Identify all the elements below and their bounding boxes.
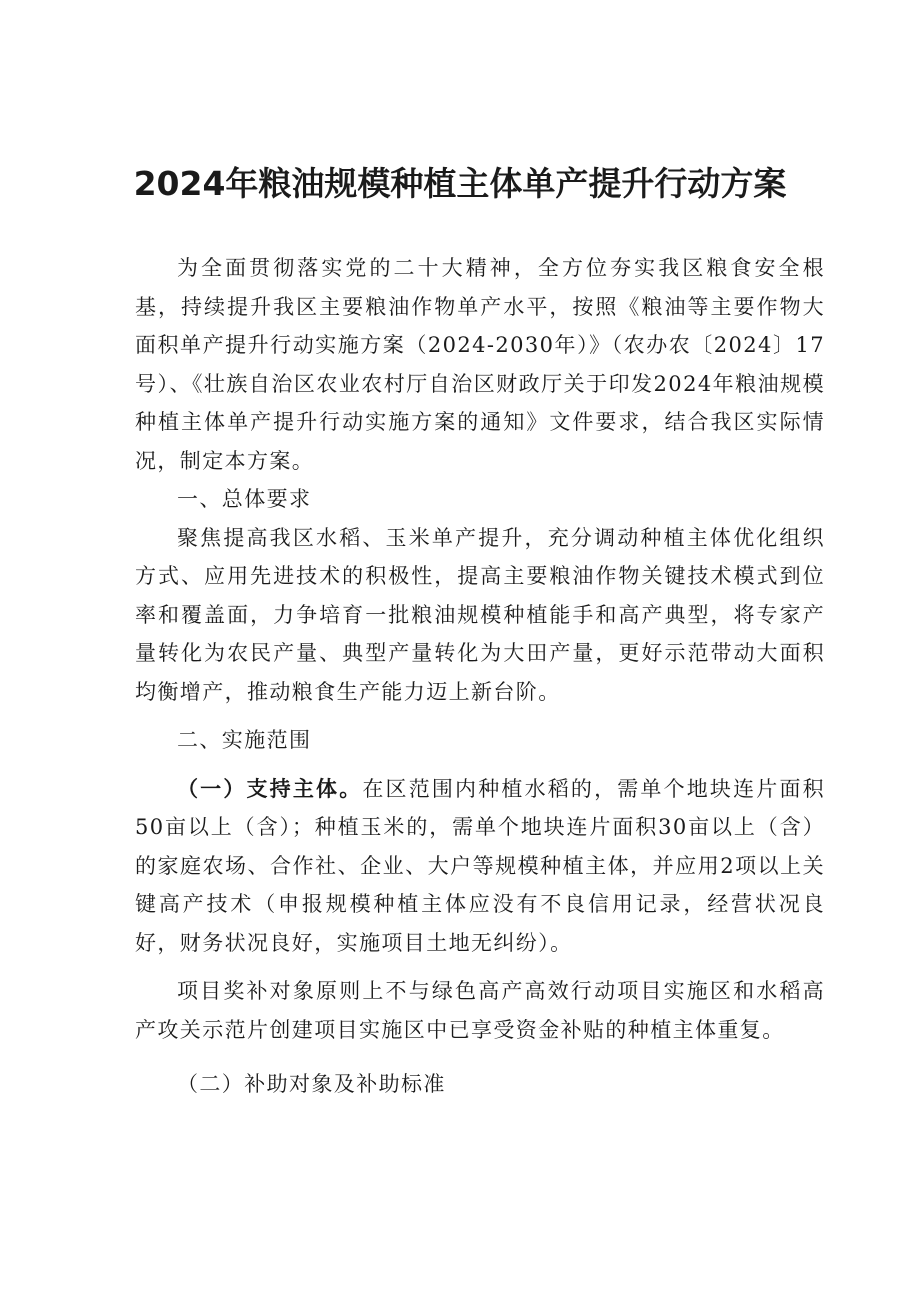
support-subject-lead: （一）支持主体。 (177, 775, 363, 801)
section-heading-general-requirements: 一、总体要求 (177, 487, 312, 511)
general-requirements-paragraph: 聚焦提高我区水稻、玉米单产提升，充分调动种植主体优化组织方式、应用先进技术的积极性，提高主要粮油作物关键技术模式到位率和覆盖面，力争培育一批粮油规模种植能手和高产典型，将专家产量转化为农民产量、典型产量转化为大田产量，更好示范带动大面积均衡增产，推动粮食生产能力迈上新台阶。 (135, 525, 825, 704)
support-subject-paragraph (135, 770, 825, 963)
section-heading-scope: 二、实施范围 (177, 728, 312, 752)
subsidy-exclusion-paragraph: 项目奖补对象原则上不与绿色高产高效行动项目实施区和水稻高产攻关示范片创建项目实施区中已享受资金补贴的种植主体重复。 (135, 979, 825, 1042)
document-title: 2024年粮油规模种植主体单产提升行动方案 (133, 164, 787, 203)
document-body (135, 249, 825, 1104)
support-subject-text: 在区范围内种植水稻的，需单个地块连片面积50亩以上（含）；种植玉米的，需单个地块连片面积30亩以上（含）的家庭农场、合作社、企业、大户等规模种植主体，并应用2项以上关键高产技术（申报规模种植主体应没有不良信用记录，经营状况良好，财务状况良好，实施项目土地无纠纷）。 (135, 776, 826, 955)
subsection-heading-subsidy: （二）补助对象及补助标准 (177, 1072, 446, 1096)
intro-paragraph: 为全面贯彻落实党的二十大精神，全方位夯实我区粮食安全根基，持续提升我区主要粮油作物单产水平，按照《粮油等主要作物大面积单产提升行动实施方案（2024-2030年）》（农办农〔2024〕17号）、《壮族自治区农业农村厅自治区财政厅关于印发2024年粮油规模种植主体单产提升行动实施方案的通知》文件要求，结合我区实际情况，制定本方案。 (135, 256, 825, 473)
